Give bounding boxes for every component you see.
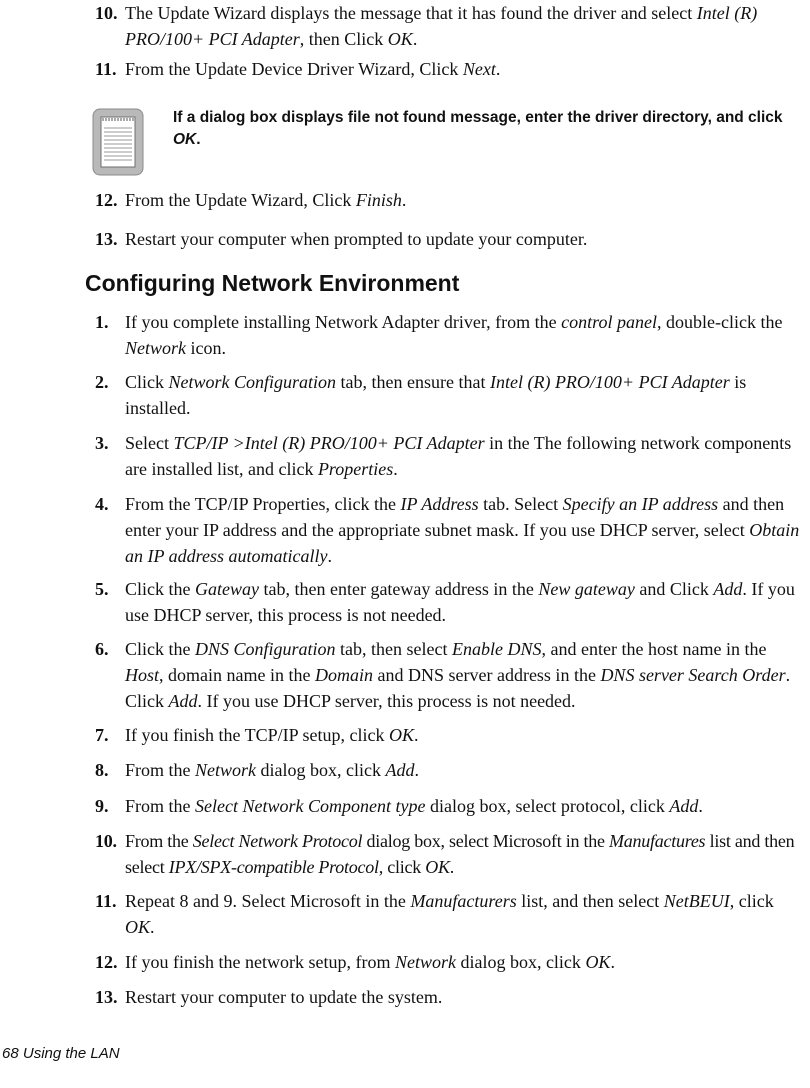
step-text [125, 828, 806, 880]
body-text: tab, then ensure that [336, 372, 490, 392]
body-text: If you complete installing Network Adapter driver, from the [125, 312, 562, 332]
emphasis-text: Select Network Protocol [192, 831, 363, 851]
emphasis-text: Properties [317, 459, 394, 479]
body-text: . [150, 917, 155, 937]
emphasis-text: Network [394, 952, 456, 972]
body-text: From the TCP/IP Properties, click the [125, 494, 401, 514]
body-text: and then enter your IP address and the appropriate subnet mask. If you use DHCP server, select [125, 494, 785, 540]
body-text: From the Update Wizard, Click [125, 190, 356, 210]
emphasis-text: Add [385, 760, 415, 780]
page-footer [2, 1044, 120, 1064]
body-text: and DNS server address in the [372, 665, 601, 685]
emphasis-text: Enable DNS [452, 639, 542, 659]
step-net-9 [95, 793, 806, 819]
body-text: , and enter the host name in the [541, 639, 767, 659]
emphasis-text: DNS server Search Order [600, 665, 786, 685]
step-net-5 [95, 576, 806, 628]
page-number: 68 [2, 1045, 19, 1062]
body-text: . If you use DHCP server, this process is not needed. [125, 579, 795, 625]
emphasis-text: OK [387, 29, 413, 49]
emphasis-text: Finish [355, 190, 402, 210]
step-net-1 [95, 309, 806, 361]
step-text [125, 722, 806, 748]
step-text [125, 226, 806, 252]
emphasis-text: TCP/IP >Intel (R) PRO/100+ PCI Adapter [173, 433, 485, 453]
body-text: . [414, 760, 419, 780]
emphasis-text: Specify an IP address [562, 494, 719, 514]
body-text: . [393, 459, 398, 479]
emphasis-text: OK [585, 952, 611, 972]
step-text [125, 888, 806, 940]
body-text: Click [125, 372, 169, 392]
step-text [125, 949, 806, 975]
step-text [125, 309, 806, 361]
body-text: click [383, 857, 426, 877]
body-text: If you finish the network setup, from [125, 952, 395, 972]
body-text: in the The following network components are installed list, and click [125, 433, 792, 479]
step-text [125, 793, 806, 819]
body-text: tab, then select [335, 639, 452, 659]
body-text: . [401, 190, 407, 210]
emphasis-text: NetBEUI [663, 891, 730, 911]
emphasis-text: OK [425, 857, 450, 877]
emphasis-text: Add [713, 579, 743, 599]
step-text [125, 757, 806, 783]
emphasis-text: New gateway [538, 579, 635, 599]
step-number: 12. [95, 190, 118, 210]
body-text: From the [125, 760, 195, 780]
emphasis-text: Add [168, 691, 198, 711]
step-net-6 [95, 636, 806, 714]
body-text: From the [125, 796, 195, 816]
body-text: . [449, 857, 455, 877]
step-net-11 [95, 888, 806, 940]
step-text [125, 369, 806, 421]
step-number: 13. [95, 987, 118, 1007]
step-text [125, 430, 806, 482]
body-text: . [327, 546, 332, 566]
emphasis-text: Manufacturers [410, 891, 517, 911]
step-number: 1. [95, 312, 109, 332]
emphasis-text: IP Address [400, 494, 479, 514]
step-text [125, 491, 806, 569]
chapter-title: Using the LAN [22, 1045, 120, 1062]
body-text: , then Click [299, 29, 388, 49]
step-top-11 [95, 56, 806, 82]
body-text: , domain name in the [159, 665, 315, 685]
step-net-2 [95, 369, 806, 421]
step-number: 11. [95, 891, 117, 911]
note-text-end: . [196, 131, 201, 148]
step-number: 12. [95, 952, 118, 972]
emphasis-text: DNS Configuration [195, 639, 336, 659]
step-net-3 [95, 430, 806, 482]
body-text: list, and then select [516, 891, 664, 911]
step-top-10 [95, 0, 806, 52]
step-net-13 [95, 984, 806, 1010]
emphasis-text: IPX/SPX-compatible Protocol, [168, 857, 384, 877]
step-number: 3. [95, 433, 109, 453]
body-text: is installed. [125, 372, 747, 418]
step-net-8 [95, 757, 806, 783]
body-text: and Click [634, 579, 714, 599]
body-text: . [414, 725, 419, 745]
emphasis-text: Intel (R) PRO/100+ PCI Adapter [125, 3, 758, 49]
body-text: From the Update Device Driver Wizard, Click [125, 59, 463, 79]
step-number: 5. [95, 579, 109, 599]
body-text: , click [729, 891, 774, 911]
section-title: Configuring Network Environment [85, 270, 460, 296]
step-number: 13. [95, 229, 118, 249]
step-mid-12 [95, 187, 806, 213]
body-text: dialog box, click [455, 952, 586, 972]
body-text: Repeat 8 and 9. Select Microsoft in the [125, 891, 411, 911]
step-number: 6. [95, 639, 109, 659]
step-net-7 [95, 722, 806, 748]
step-net-12 [95, 949, 806, 975]
emphasis-text: Network [125, 338, 186, 358]
step-number: 10. [95, 831, 117, 851]
emphasis-text: Network Configuration [168, 372, 337, 392]
body-text: tab, then enter gateway address in the [258, 579, 539, 599]
step-number: 10. [95, 3, 118, 23]
emphasis-text: OK [125, 917, 151, 937]
body-text: . [412, 29, 418, 49]
body-text: Click the [125, 639, 195, 659]
step-text [125, 636, 806, 714]
emphasis-text: Network [195, 760, 256, 780]
body-text: tab. Select [478, 494, 563, 514]
emphasis-text: Host [125, 665, 160, 685]
step-text [125, 984, 806, 1010]
body-text: The Update Wizard displays the message that it has found the driver and select [125, 3, 697, 23]
body-text: list and then select [125, 831, 795, 877]
body-text: Click the [125, 579, 195, 599]
body-text: . [698, 796, 703, 816]
body-text: dialog box, select Microsoft in the [362, 831, 609, 851]
step-number: 2. [95, 372, 109, 392]
step-text [125, 576, 806, 628]
step-number: 11. [95, 59, 117, 79]
step-number: 7. [95, 725, 109, 745]
body-text: dialog box, click [256, 760, 386, 780]
body-text: . [610, 952, 615, 972]
note-text [173, 107, 809, 151]
body-text: . If you use DHCP server, this process is not needed. [197, 691, 576, 711]
step-text [125, 187, 806, 213]
step-number: 8. [95, 760, 109, 780]
notepad-icon [92, 108, 144, 176]
body-text: From the [125, 831, 193, 851]
emphasis-text: control panel [561, 312, 657, 332]
step-net-10 [95, 828, 806, 880]
step-net-4 [95, 491, 806, 569]
emphasis-text: Domain [314, 665, 373, 685]
body-text: Select [125, 433, 174, 453]
emphasis-text: Add [669, 796, 699, 816]
step-number: 4. [95, 494, 109, 514]
emphasis-text: OK [388, 725, 414, 745]
step-number: 9. [95, 796, 109, 816]
body-text: Restart your computer to update the system. [125, 987, 443, 1007]
emphasis-text: Select Network Component type [195, 796, 426, 816]
body-text: . [495, 59, 501, 79]
emphasis-text: Obtain an IP address automatically [125, 520, 800, 566]
body-text: . Click [125, 665, 791, 711]
body-text: , double-click the [657, 312, 783, 332]
emphasis-text: Manufactures [609, 831, 706, 851]
step-text [125, 56, 806, 82]
emphasis-text: Next [462, 59, 496, 79]
body-text: dialog box, select protocol, click [425, 796, 670, 816]
body-text: icon. [186, 338, 226, 358]
emphasis-text: Gateway [195, 579, 259, 599]
step-mid-13 [95, 226, 806, 252]
step-text [125, 0, 806, 52]
body-text: If you finish the TCP/IP setup, click [125, 725, 389, 745]
body-text: Restart your computer when prompted to update your computer. [125, 229, 588, 249]
note-text-ok: OK [173, 131, 197, 148]
emphasis-text: Intel (R) PRO/100+ PCI Adapter [489, 372, 730, 392]
note-text-plain: If a dialog box displays file not found message, enter the driver directory, and click [173, 109, 783, 126]
